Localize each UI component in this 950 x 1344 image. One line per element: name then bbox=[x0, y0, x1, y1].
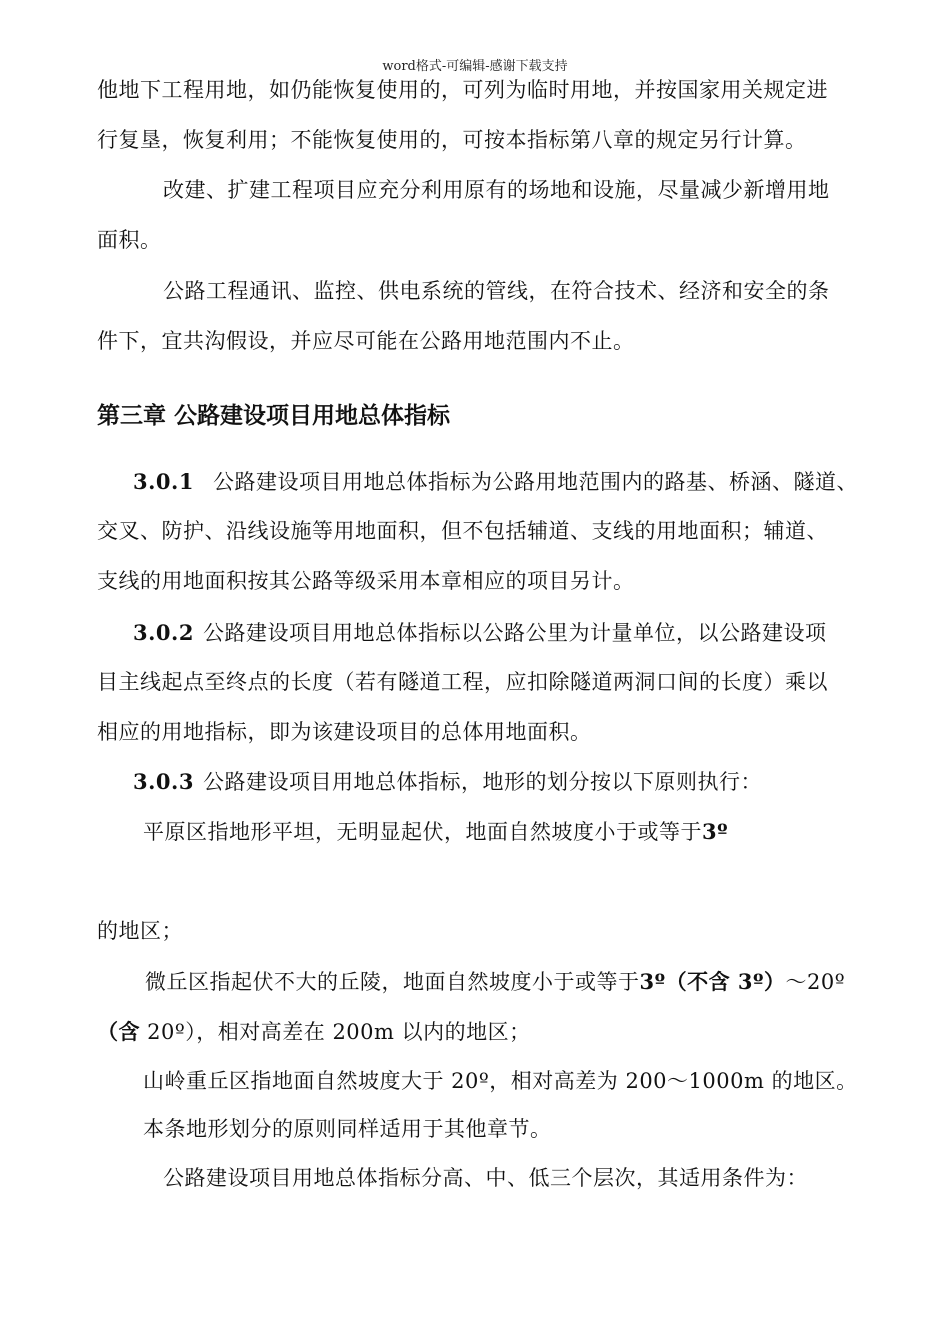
hill-area-line1 bbox=[145, 971, 845, 993]
hill-area-text: 微丘区指起伏不大的丘陵，地面自然坡度小于或等于 bbox=[145, 970, 640, 994]
paragraph-line: 目主线起点至终点的长度（若有隧道工程，应扣除隧道两洞口间的长度）乘以 bbox=[97, 670, 828, 694]
plain-area-line bbox=[143, 821, 728, 843]
mountain-area-text-2: 相对高差为 200～1000m 的地区。 bbox=[510, 1069, 858, 1093]
paragraph-line: 交叉、防护、沿线设施等用地面积，但不包括辅道、支线的用地面积；辅道、 bbox=[97, 519, 828, 543]
degree-range: 3º（不含 3º） bbox=[639, 969, 786, 994]
mountain-area-line bbox=[143, 1071, 858, 1092]
plain-area-text: 平原区指地形平坦，无明显起伏，地面自然坡度小于或等于 bbox=[143, 820, 702, 844]
paragraph-line: 公路建设项目用地总体指标分高、中、低三个层次，其适用条件为： bbox=[163, 1166, 808, 1190]
hill-area-line2 bbox=[97, 1021, 531, 1043]
paragraph-line: 面积。 bbox=[97, 228, 162, 252]
paren-open: （含 bbox=[97, 1019, 140, 1044]
paragraph-line: 本条地形划分的原则同样适用于其他章节。 bbox=[143, 1117, 552, 1141]
clause-number: 3.0.1 bbox=[133, 469, 194, 494]
degree-value: 3º bbox=[702, 819, 729, 844]
clause-3-0-1-line1 bbox=[133, 471, 858, 493]
paragraph-line: 的地区； bbox=[97, 919, 183, 943]
paragraph-line: 他地下工程用地，如仍能恢复使用的，可列为临时用地，并按国家用关规定进 bbox=[97, 78, 828, 102]
clause-number: 3.0.2 bbox=[133, 620, 194, 645]
clause-number: 3.0.3 bbox=[133, 769, 194, 794]
mountain-area-text: 山岭重丘区指地面自然坡度大于 20º， bbox=[143, 1069, 511, 1093]
paragraph-line: 改建、扩建工程项目应充分利用原有的场地和设施，尽量减少新增用地 bbox=[163, 178, 830, 202]
hill-area-text-2: 20º），相对高差在 200m 以内的地区； bbox=[140, 1020, 531, 1044]
clause-3-0-3-line1 bbox=[133, 771, 762, 793]
clause-text: 公路建设项目用地总体指标以公路公里为计量单位，以公路建设项 bbox=[203, 621, 827, 645]
paragraph-line: 行复垦，恢复利用；不能恢复使用的，可按本指标第八章的规定另行计算。 bbox=[97, 128, 807, 152]
paragraph-line: 相应的用地指标，即为该建设项目的总体用地面积。 bbox=[97, 720, 592, 744]
clause-text: 公路建设项目用地总体指标，地形的划分按以下原则执行： bbox=[203, 770, 762, 794]
clause-3-0-2-line1 bbox=[133, 622, 827, 644]
paragraph-line: 支线的用地面积按其公路等级采用本章相应的项目另计。 bbox=[97, 569, 635, 593]
chapter-title: 第三章 公路建设项目用地总体指标 bbox=[97, 403, 451, 429]
page-header: word格式-可编辑-感谢下载支持 bbox=[382, 59, 568, 74]
clause-text: 公路建设项目用地总体指标为公路用地范围内的路基、桥涵、隧道、 bbox=[213, 470, 858, 494]
degree-range-end: ～20º bbox=[785, 970, 846, 994]
paragraph-line: 件下，宜共沟假设，并应尽可能在公路用地范围内不止。 bbox=[97, 329, 635, 353]
paragraph-line: 公路工程通讯、监控、供电系统的管线，在符合技术、经济和安全的条 bbox=[163, 279, 830, 303]
